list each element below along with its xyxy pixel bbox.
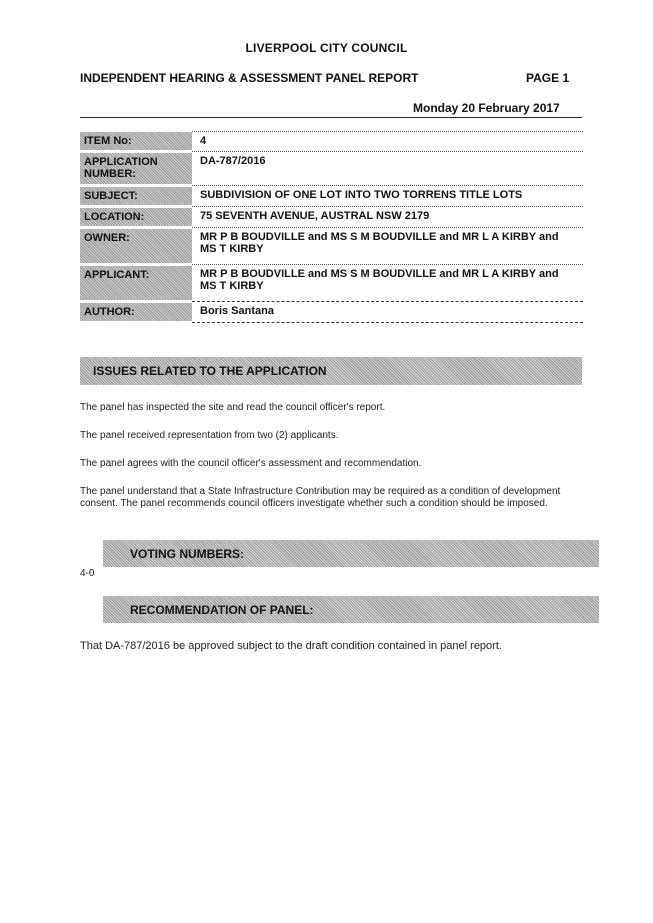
subject-value: SUBDIVISION OF ONE LOT INTO TWO TORRENS TITLE LOTS [192,185,583,206]
applicant-label: APPLICANT: [80,264,192,301]
report-title: INDEPENDENT HEARING & ASSESSMENT PANEL REPORT [80,71,419,85]
author-value: Boris Santana [192,301,583,322]
voting-result: 4-0 [80,568,95,579]
issues-paragraph: The panel has inspected the site and read the council officer's report. [80,402,386,413]
subject-label: SUBJECT: [80,185,192,206]
applicant-value: MR P B BOUDVILLE and MS S M BOUDVILLE and MR L A KIRBY and MS T KIRBY [192,264,583,301]
issues-paragraph: The panel understand that a State Infrastructure Contribution may be required as a condition of development consent. The panel recommends council officers investigate whether such a condition should be imposed. [80,486,561,509]
issues-paragraph: The panel received representation from two (2) applicants. [80,430,339,441]
table-row [80,264,583,301]
table-row [80,206,583,227]
owner-label: OWNER: [80,227,192,264]
owner-value: MR P B BOUDVILLE and MS S M BOUDVILLE and MR L A KIRBY and MS T KIRBY [192,227,583,264]
issues-heading-band [80,357,582,385]
item-no-value: 4 [192,132,583,152]
table-row [80,301,583,322]
recommendation-heading-band [103,596,599,623]
table-row [80,132,583,152]
application-details-table [80,131,583,324]
voting-heading: VOTING NUMBERS: [130,547,244,561]
recommendation-heading: RECOMMENDATION OF PANEL: [130,603,314,617]
item-no-label: ITEM No: [80,132,192,152]
council-name: LIVERPOOL CITY COUNCIL [245,41,408,55]
report-date: Monday 20 February 2017 [413,101,560,115]
recommendation-text: That DA-787/2016 be approved subject to the draft condition contained in panel report. [80,640,502,652]
issues-heading: ISSUES RELATED TO THE APPLICATION [93,364,327,378]
voting-heading-band [103,540,599,567]
author-label: AUTHOR: [80,301,192,322]
table-row [80,227,583,264]
issues-paragraph: The panel agrees with the council officer's assessment and recommendation. [80,458,422,469]
header-divider [80,117,582,118]
table-row [80,185,583,206]
application-number-value: DA-787/2016 [192,151,583,185]
page-number: PAGE 1 [526,71,570,85]
application-number-label: APPLICATION NUMBER: [80,151,192,185]
location-label: LOCATION: [80,206,192,227]
table-row [80,151,583,185]
location-value: 75 SEVENTH AVENUE, AUSTRAL NSW 2179 [192,206,583,227]
